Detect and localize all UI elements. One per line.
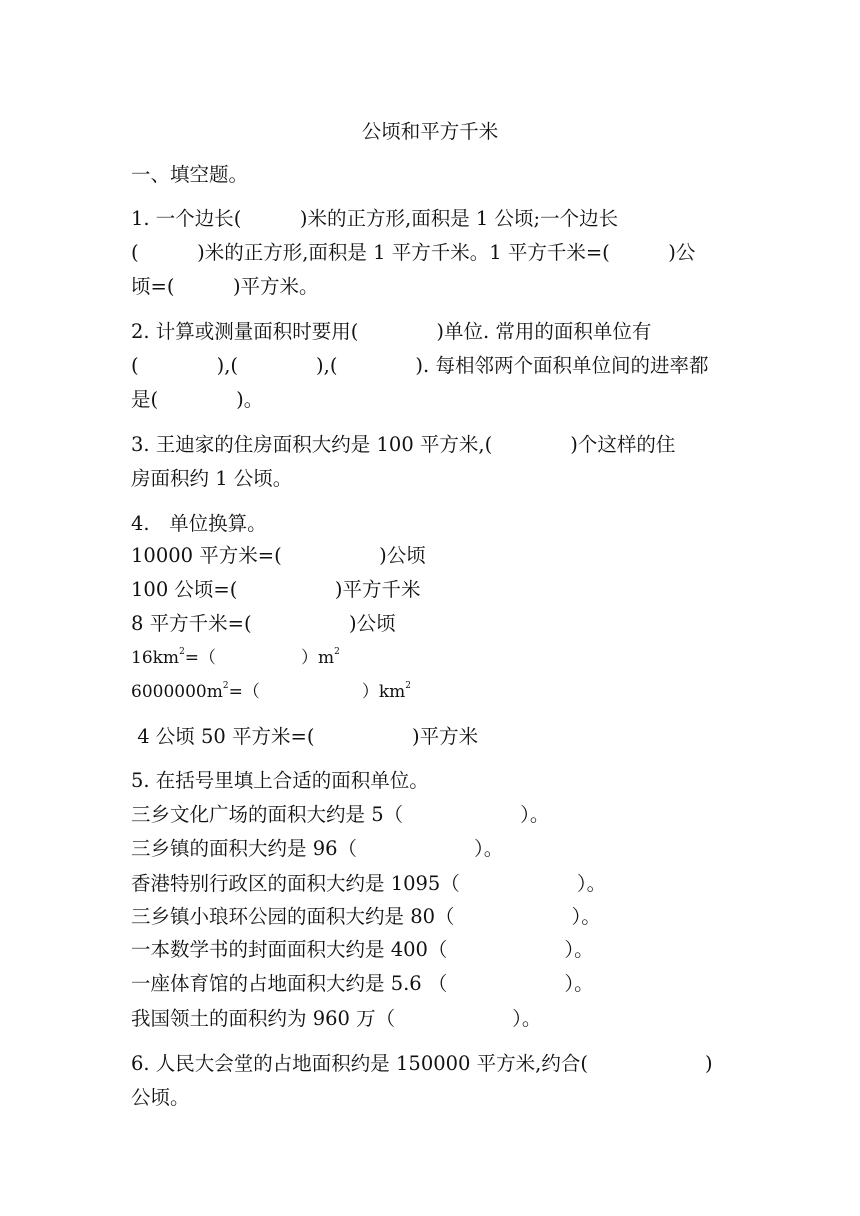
list-item: 一座体育馆的占地面积大约是 5.6 （ ）。	[131, 972, 594, 995]
worksheet-title: 公顷和平方千米	[361, 120, 499, 143]
question-2-line-2: ( ),( ),( ). 每相邻两个面积单位间的进率都	[131, 354, 709, 377]
question-1-line-2: ( )米的正方形,面积是 1 平方千米。1 平方千米=( )公	[131, 241, 696, 264]
list-item: 一本数学书的封面面积大约是 400（ ）。	[131, 938, 594, 961]
question-6-line-1: 6. 人民大会堂的占地面积约是 150000 平方米,约合( )	[131, 1052, 713, 1075]
list-item: 三乡文化广场的面积大约是 5（ ）。	[131, 803, 550, 826]
conversion-item: 4 公顷 50 平方米=( )平方米	[131, 725, 479, 748]
conversion-term: =（ ）m	[184, 648, 335, 668]
question-3-line-1: 3. 王迪家的住房面积大约是 100 平方米,( )个这样的住	[131, 433, 676, 456]
conversion-item: 8 平方千米=( )公顷	[131, 612, 396, 635]
conversion-term: 6000000m	[131, 682, 223, 702]
section-heading: 一、填空题。	[131, 163, 249, 186]
list-item: 香港特别行政区的面积大约是 1095（ ）。	[131, 872, 607, 895]
question-5-heading: 5. 在括号里填上合适的面积单位。	[131, 769, 429, 792]
conversion-item: 100 公顷=( )平方千米	[131, 578, 421, 601]
conversion-item: 10000 平方米=( )公顷	[131, 544, 426, 567]
superscript-2: 2	[405, 681, 411, 691]
conversion-item	[131, 648, 340, 667]
conversion-term: 16km	[131, 648, 180, 668]
superscript-2: 2	[179, 647, 185, 657]
list-item: 三乡镇小琅环公园的面积大约是 80（ ）。	[131, 905, 601, 928]
question-6-line-2: 公顷。	[131, 1086, 190, 1109]
conversion-item	[131, 682, 411, 701]
question-3-line-2: 房面积约 1 公顷。	[131, 467, 293, 490]
list-item: 我国领土的面积约为 960 万（ ）。	[131, 1007, 542, 1030]
question-4-heading: 4. 单位换算。	[131, 512, 267, 535]
conversion-term: =（ ）km	[228, 682, 406, 702]
question-1-line-3: 顷=( )平方米。	[131, 275, 319, 298]
superscript-2: 2	[222, 681, 229, 691]
list-item: 三乡镇的面积大约是 96（ ）。	[131, 837, 504, 860]
question-2-line-1: 2. 计算或测量面积时要用( )单位. 常用的面积单位有	[131, 320, 652, 343]
question-2-line-3: 是( )。	[131, 388, 264, 411]
question-1-line-1: 1. 一个边长( )米的正方形,面积是 1 公顷;一个边长	[131, 207, 619, 230]
superscript-2: 2	[334, 647, 340, 657]
